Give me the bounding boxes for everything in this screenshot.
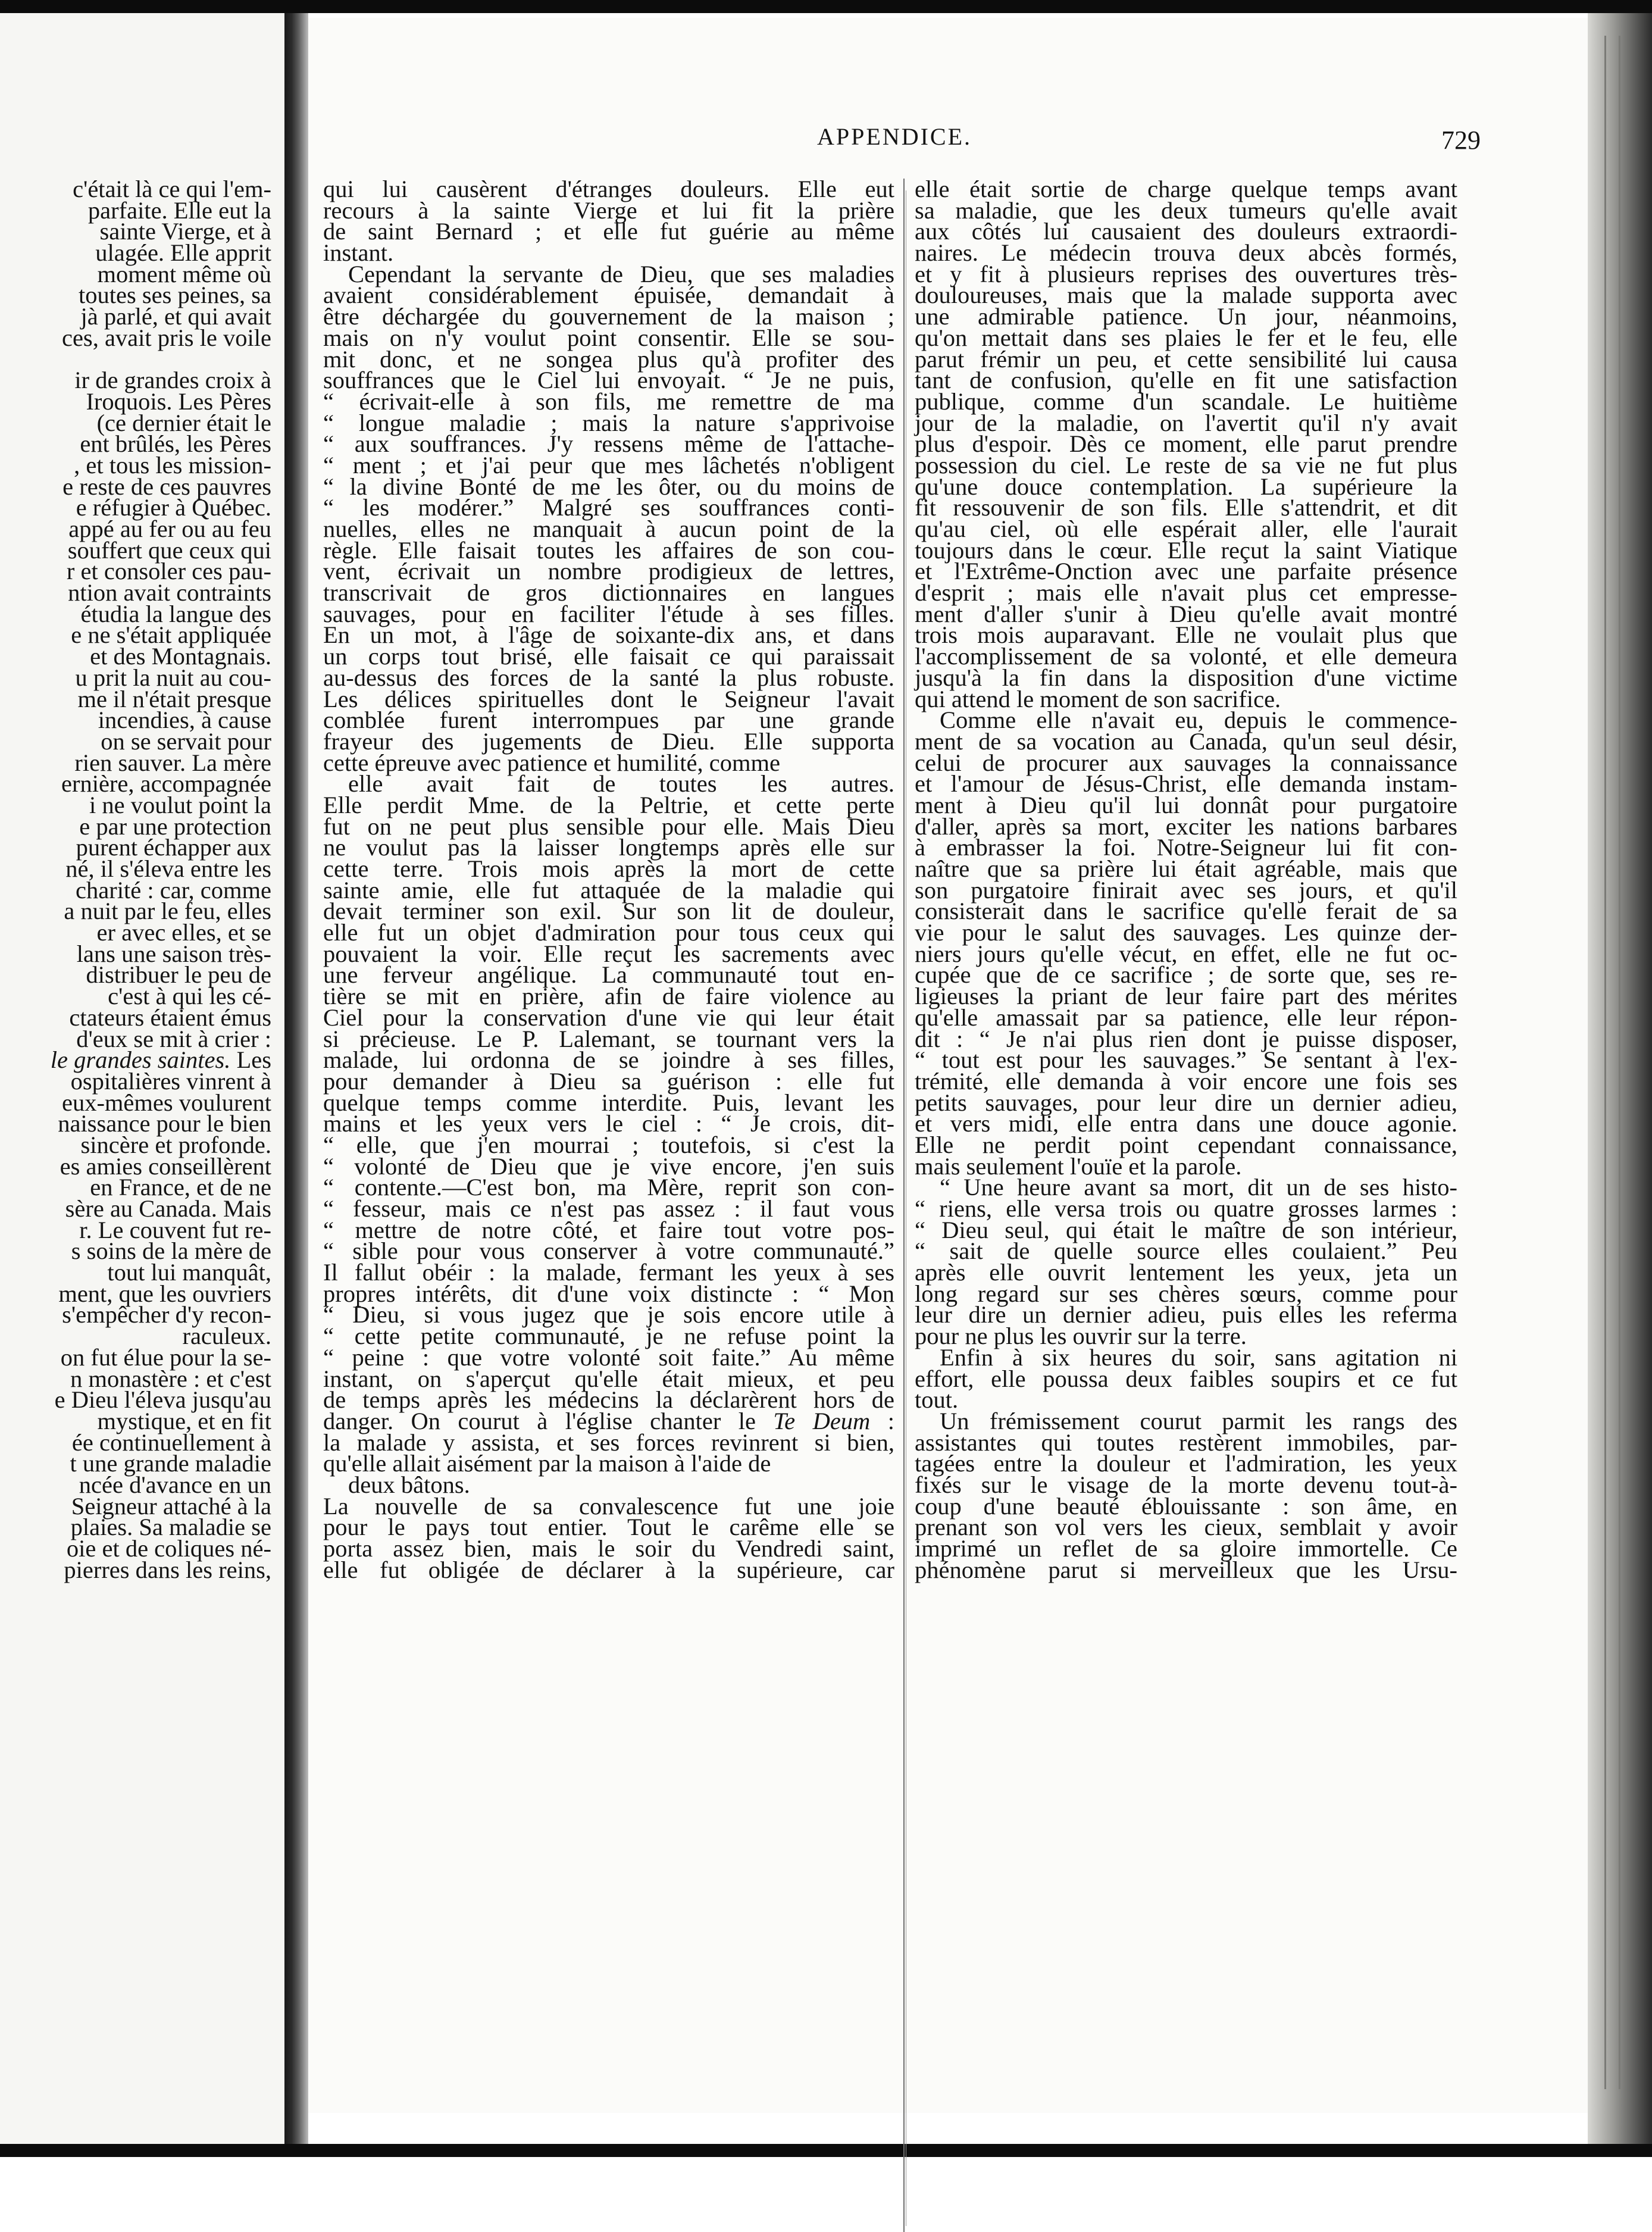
text-line: qu'on mettait dans ses plaies le fer et le feu, elle [915,324,1457,351]
text-line: naître que sa prière lui était agréable, mais que [915,855,1457,882]
text-line: rien sauver. La mère [74,749,271,776]
text-line: “ contente.—C'est bon, ma Mère, reprit son con- [323,1174,894,1201]
text-line: on se servait pour [101,727,271,755]
text-line: “ ment ; et j'ai peur que mes lâchetés n'obligent [323,451,894,479]
text-line: niers jours qu'elle vécut, en effet, elle ne fut oc- [915,940,1457,967]
text-line: coup d'une beauté éblouissante : son âme, en [915,1492,1457,1520]
text-line: l'accomplissement de sa volonté, et elle demeura [915,643,1457,670]
text-line: “ volonté de Dieu que je vive encore, j'en suis [323,1152,894,1180]
text-line: et l'amour de Jésus-Christ, elle demanda instam- [915,770,1457,798]
text-line: vent, écrivait un nombre prodigieux de lettres, [323,558,894,585]
text-line: “ sait de quelle source elles coulaient.” Peu [915,1237,1457,1265]
text-line: être déchargée du gouvernement de la maison ; [323,303,894,330]
text-line: ment, que les ouvriers [58,1280,271,1307]
book-gutter [284,0,308,2157]
text-line: instant. [323,239,394,267]
page-edge-line [1619,36,1620,2089]
text-line: “ Dieu seul, qui était le maître de son intérieur, [915,1216,1457,1243]
text-line: effort, elle poussa deux faibles soupirs et ce fut [915,1365,1457,1392]
text-line: sauvages, pour en faciliter l'étude à ses filles. [323,600,894,627]
text-line: Il fallut obéir : la malade, fermant les yeux à ses [323,1259,894,1286]
text-line: et vers midi, elle entra dans une douce agonie. [915,1110,1457,1137]
text-line: , et tous les mission- [74,451,271,479]
text-line: publique, comme d'un scandale. Le huitième [915,387,1457,415]
text-line: qu'elle amassait par sa patience, elle leur répon- [915,1004,1457,1031]
text-line: consisterait dans le sacrifice qu'elle ferait de sa [915,898,1457,925]
text-line: “ Une heure avant sa mort, dit un de ses histo- [940,1174,1457,1201]
text-line: ne voulut pas la laisser longtemps après elle sur [323,834,894,861]
text-line: “ longue maladie ; mais la nature s'apprivoise [323,409,894,436]
text-line: e par une protection [79,812,271,840]
text-line: malade, lui ordonna de se joindre à ses filles, [323,1046,894,1074]
text-line: elle fut obligée de déclarer à la supérieure, car [323,1556,894,1583]
text-line: tout. [915,1386,959,1414]
text-line: pierres dans les reins, [64,1556,271,1583]
text-line: comblée furent interrompues par une grande [323,707,894,734]
text-line: ernière, accompagnée [61,770,271,798]
text-line: ospitalières vinrent à [70,1067,271,1095]
text-line: trois mois auparavant. Elle ne voulait plus que [915,621,1457,649]
text-line: jusqu'à la fin dans la disposition d'une victime [915,664,1457,691]
text-line: Elle ne perdit point cependant connaissance, [915,1131,1457,1158]
text-line: trémité, elle demanda à voir encore une fois ses [915,1067,1457,1095]
text-line: sainte Vierge, et à [99,218,271,245]
text-line: en France, et de ne [90,1174,271,1201]
text-line: long regard sur ses chères sœurs, comme pour [915,1280,1457,1307]
text-line: a nuit par le feu, elles [64,898,271,925]
text-line: cette épreuve avec patience et humilité, comme [323,749,780,776]
text-line: purent échapper aux [76,834,271,861]
text-line: er avec elles, et se [96,919,271,946]
text-line: danger. On courut à l'église chanter le Te Deum : [323,1407,894,1434]
text-line: si précieuse. Le P. Lalemant, se tournant vers la [323,1025,894,1052]
text-line: e ne s'était appliquée [71,621,271,649]
text-line: Seigneur attaché à la [71,1492,271,1520]
text-line: (ce dernier était le [96,409,271,436]
text-line: pouvaient la voir. Elle reçut les sacrements avec [323,940,894,967]
text-line: c'était là ce qui l'em- [73,176,271,202]
text-line: Enfin à six heures du soir, sans agitation ni [940,1343,1457,1371]
text-line: naires. Le médecin trouva deux abcès formés, [915,239,1457,267]
text-line: dit : “ Je n'ai plus rien dont je puisse disposer, [915,1025,1457,1052]
text-line: Ciel pour la conservation d'une vie qui leur était [323,1004,894,1031]
text-line: d'eux se mit à crier : [76,1025,271,1052]
scan-border-top [0,0,1652,13]
text-line: “ sible pour vous conserver à votre communauté.” [323,1237,894,1265]
text-line: i ne voulut point la [89,791,271,818]
text-line: jour de la maladie, on l'avertit qu'il n'y avait [915,409,1457,436]
text-line: parfaite. Elle eut la [87,196,271,224]
text-line: cupée que de ce sacrifice ; de sorte que, ses re- [915,961,1457,989]
text-line: “ peine : que votre volonté soit faite.” Au même [323,1343,894,1371]
text-line: nuelles, elles ne manquait à aucun point de la [323,515,894,542]
text-line: souffert que ceux qui [67,536,271,564]
text-line: à embrasser la foi. Notre-Seigneur lui fit con- [915,834,1457,861]
text-line: e reste de ces pauvres [62,473,271,500]
text-line: tière se mit en prière, afin de faire violence au [323,983,894,1010]
text-line: mais on n'y voulut point consentir. Elle se sou- [323,324,894,351]
text-line: e réfugier à Québec. [76,494,271,521]
text-line: Cependant la servante de Dieu, que ses maladies [348,260,894,287]
text-line: d'esprit ; mais elle n'avait plus cet empresse- [915,579,1457,607]
text-line: r et consoler ces pau- [66,558,271,585]
text-line: tant de confusion, qu'elle en fit une satisfaction [915,367,1457,394]
text-line: elle fut un objet d'admiration pour tous ceux qui [323,919,894,946]
text-line: possession du ciel. Le reste de sa vie ne fut plus [915,451,1457,479]
text-line: Un frémissement courut parmit les rangs des [940,1407,1457,1434]
text-line: transcrivait de gros dictionnaires en langues [323,579,894,607]
text-line: fit ressouvenir de son fils. Elle s'attendrit, et dit [915,494,1457,521]
text-line: ment d'aller s'unir à Dieu qu'elle avait montré [915,600,1457,627]
text-line: tout lui manquât, [107,1259,271,1286]
text-line: ent brûlés, les Pères [80,430,271,458]
text-line: eux-mêmes voulurent [61,1089,271,1116]
text-line: ncée d'avance en un [79,1471,271,1498]
text-line: devait terminer son exil. Sur son lit de douleur, [323,898,894,925]
text-line: tagées entre la douleur et l'admiration, les yeux [915,1450,1457,1477]
text-line: mais seulement l'ouïe et la parole. [915,1152,1242,1180]
text-line: mystique, et en fit [97,1407,271,1434]
text-line: “ tout est pour les sauvages.” Se sentant à l'ex- [915,1046,1457,1074]
text-line: plus d'espoir. Dès ce moment, elle parut prendre [915,430,1457,458]
text-line: Iroquois. Les Pères [86,387,271,415]
text-line: incendies, à cause [98,707,271,734]
text-line: “ mettre de notre côté, et faire tout votre pos- [323,1216,894,1243]
text-line: vie pour le salut des sauvages. Les quinze der- [915,919,1457,946]
text-line: n monastère : et c'est [70,1365,271,1392]
text-line: leur dire un dernier adieu, puis elles les referma [915,1301,1457,1328]
text-line: ligieuses la priant de leur faire part des mérites [915,983,1457,1010]
text-line: qui lui causèrent d'étranges douleurs. Elle eut [323,176,894,202]
text-line: ces, avait pris le voile [61,324,271,351]
text-line: qu'au ciel, où elle espérait aller, elle l'aurait [915,515,1457,542]
text-line: ctateurs étaient émus [69,1004,271,1031]
text-line: de temps après les médecins la déclarèrent hors de [323,1386,894,1414]
text-column-1 [323,176,894,1583]
text-line: charité : car, comme [76,876,271,904]
facing-page-text [0,176,280,1583]
text-line: moment même où [97,260,271,287]
text-line: r. Le couvent fut re- [79,1216,271,1243]
text-line: souffrances que le Ciel lui envoyait. “ Je ne puis, [323,367,894,394]
scan-border-bottom [0,2144,1652,2157]
text-line: “ Dieu, si vous jugez que je sois encore utile à [323,1301,894,1328]
text-line: Elle perdit Mme. de la Peltrie, et cette perte [323,791,894,818]
text-line: “ les modérer.” Malgré ses souffrances conti- [323,494,894,521]
facing-page-fragment [0,0,284,2157]
text-line: sainte amie, elle fut attaquée de la maladie qui [323,876,894,904]
text-line: Les délices spirituelles dont le Seigneur l'avait [323,685,894,712]
text-line: ntion avait contraints [68,579,271,607]
text-line: “ elle, que j'en mourrai ; toutefois, si c'est la [323,1131,894,1158]
text-line: es amies conseillèrent [60,1152,271,1180]
text-line: aux côtés lui causaient des douleurs extraordi- [915,218,1457,245]
text-line: le grandes saintes. Les [50,1046,271,1074]
text-line: ir de grandes croix à [74,367,271,394]
text-line: pour demander à Dieu sa guérison : elle fut [323,1067,894,1095]
text-line: lans une saison très- [76,940,271,967]
text-line: “ cette petite communauté, je ne refuse point la [323,1323,894,1350]
text-line: cette terre. Trois mois après la mort de cette [323,855,894,882]
text-line: une ferveur angélique. La communauté tout en- [323,961,894,989]
page-edge-line [1604,36,1606,2089]
text-line: et des Montagnais. [90,643,271,670]
text-line: recours à la sainte Vierge et lui fit la prière [323,196,894,224]
text-line: “ riens, elle versa trois ou quatre grosses larmes : [915,1195,1457,1222]
text-line: ment à Dieu qu'il lui donnât pour purgatoire [915,791,1457,818]
text-line: porta assez bien, mais le soir du Vendredi saint, [323,1535,894,1562]
text-line: “ écrivait-elle à son fils, me remettre de ma [323,387,894,415]
text-line: distribuer le peu de [86,961,271,989]
text-line: t une grande maladie [70,1450,271,1477]
text-line: avaient considérablement épuisée, demandait à [323,282,894,309]
text-line: petits sauvages, pour leur dire un dernier adieu, [915,1089,1457,1116]
text-line: fixés sur le visage de la morte devenu tout-à- [915,1471,1457,1498]
text-line: me il n'était presque [77,685,271,712]
text-line: qu'elle allait aisément par la maison à l'aide de [323,1450,771,1477]
text-line: “ la divine Bonté de me les ôter, ou du moins de [323,473,894,500]
text-line: toujours dans le cœur. Elle reçut la saint Viatique [915,536,1457,564]
text-line: parut frémir un peu, et cette sensibilité lui causa [915,345,1457,373]
text-line: mains et les yeux vers le ciel : “ Je crois, dit- [323,1110,894,1137]
text-line: pour le pays tout entier. Tout le carême elle se [323,1514,894,1541]
text-line: d'aller, après sa mort, exciter les nations barbares [915,812,1457,840]
text-line: ulagée. Elle apprit [95,239,271,267]
text-line: propres intérêts, dit d'une voix distincte : “ Mon [323,1280,894,1307]
text-line: qu'une douce contemplation. La supérieure la [915,473,1457,500]
text-line: étudia la langue des [80,600,271,627]
text-line: c'est à qui les cé- [108,983,271,1010]
text-line: un corps tout brisé, elle faisait ce qui paraissait [323,643,894,670]
text-line: toutes ses peines, sa [79,282,271,309]
text-line: phénomène parut si merveilleux que les Ursu- [915,1556,1457,1583]
text-line: et y fit à plusieurs reprises des ouvertures très- [915,260,1457,287]
text-line: après elle ouvrit lentement les yeux, jeta un [915,1259,1457,1286]
page-edge [1588,0,1652,2157]
text-line: on fut élue pour la se- [60,1343,271,1371]
text-line: elle était sortie de charge quelque temps avant [915,176,1457,202]
text-line: La nouvelle de sa convalescence fut une joie [323,1492,894,1520]
text-line: assistantes qui toutes restèrent immobiles, par- [915,1428,1457,1456]
text-line: frayeur des jugements de Dieu. Elle supporta [323,727,894,755]
text-line: pour ne plus les ouvrir sur la terre. [915,1323,1247,1350]
text-line: Comme elle n'avait eu, depuis le commence- [940,707,1457,734]
text-line: oie et de coliques né- [66,1535,271,1562]
text-line: la malade y assista, et ses forces revinrent si bien, [323,1428,894,1456]
text-line: de saint Bernard ; et elle fut guérie au même [323,218,894,245]
text-line: plaies. Sa maladie se [70,1514,271,1541]
text-line: s soins de la mère de [71,1237,271,1265]
text-line: e Dieu l'éleva jusqu'au [54,1386,271,1414]
text-line: ment de sa vocation au Canada, qu'un seul désir, [915,727,1457,755]
text-line: né, il s'éleva entre les [65,855,271,882]
text-line: u prit la nuit au cou- [75,664,271,691]
text-line: qui attend le moment de son sacrifice. [915,685,1281,712]
text-line: naissance pour le bien [58,1110,271,1137]
text-line: “ aux souffrances. J'y ressens même de l'attache- [323,430,894,458]
text-line: règle. Elle faisait toutes les affaires de son cou- [323,536,894,564]
text-line: et l'Extrême-Onction avec une parfaite présence [915,558,1457,585]
text-line: fut on ne peut plus sensible pour elle. Mais Dieu [323,812,894,840]
text-line: jà parlé, et qui avait [80,303,271,330]
text-line: mit donc, et ne songea plus qu'à profiter des [323,345,894,373]
column-rule [903,179,905,2232]
text-line: appé au fer ou au feu [68,515,271,542]
text-column-2 [915,176,1457,1583]
text-line: une admirable patience. Un jour, néanmoins, [915,303,1457,330]
text-line: ée continuellement à [71,1428,271,1456]
text-line: deux bâtons. [348,1471,470,1498]
text-line: celui de procurer aux sauvages la connaissance [915,749,1457,776]
text-line: elle avait fait de toutes les autres. [348,770,894,798]
text-line: raculeux. [182,1323,271,1350]
text-line: douloureuses, mais que la malade supporta avec [915,282,1457,309]
text-line: prenant son vol vers les cieux, semblait y avoir [915,1514,1457,1541]
text-line: quelque temps comme interdite. Puis, levant les [323,1089,894,1116]
text-line: au-dessus des forces de la santé la plus robuste. [323,664,894,691]
text-line: En un mot, à l'âge de soixante-dix ans, et dans [323,621,894,649]
text-line: imprimé un reflet de sa gloire immortelle. Ce [915,1535,1457,1562]
text-line: “ fesseur, mais ce n'est pas assez : il faut vous [323,1195,894,1222]
text-line: son purgatoire finirait avec ses jours, et qu'il [915,876,1457,904]
page-number: 729 [1441,126,1481,155]
text-line: sincère et profonde. [80,1131,271,1158]
text-line: sa maladie, que les deux tumeurs qu'elle avait [915,196,1457,224]
text-line: instant, on s'aperçut qu'elle était mieux, et peu [323,1365,894,1392]
text-line: s'empêcher d'y recon- [62,1301,271,1328]
text-line: sère au Canada. Mais [65,1195,271,1222]
running-head: APPENDICE. [817,123,972,150]
